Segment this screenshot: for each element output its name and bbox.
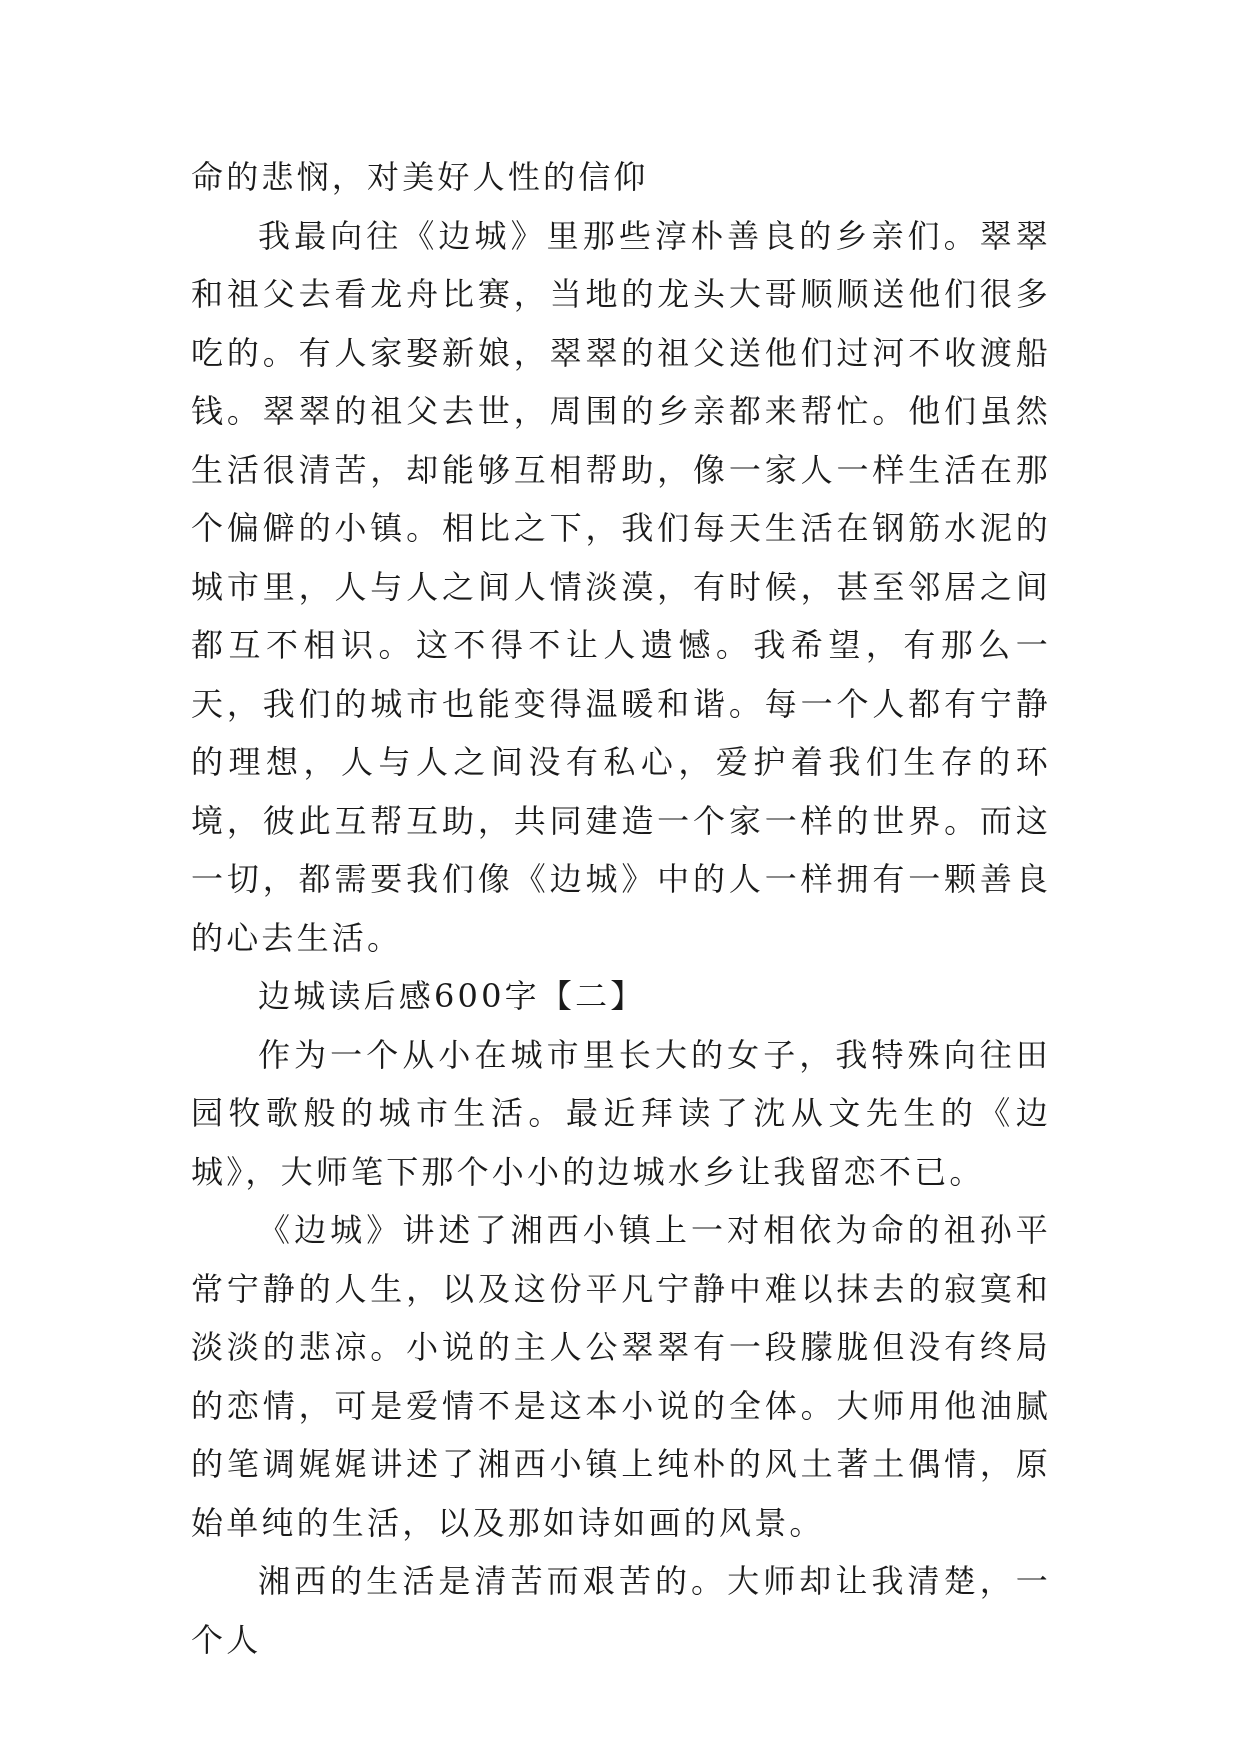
paragraph-villagers: 我最向往《边城》里那些淳朴善良的乡亲们。翠翠和祖父去看龙舟比赛，当地的龙头大哥顺顺送他们很多吃的。有人家娶新娘，翠翠的祖父送他们过河不收渡船钱。翠翠的祖父去世，周围的乡亲都来帮忙。他们虽然生活很清苦，却能够互相帮助，像一家人一样生活在那个偏僻的小镇。相比之下，我们每天生活在钢筋水泥的城市里，人与人之间人情淡漠，有时候，甚至邻居之间都互不相识。这不得不让人遗憾。我希望，有那么一天，我们的城市也能变得温暖和谐。每一个人都有宁静的理想，人与人之间没有私心，爱护着我们生存的环境，彼此互帮互助，共同建造一个家一样的世界。而这一切，都需要我们像《边城》中的人一样拥有一颗善良的心去生活。 [191, 216, 1051, 957]
section-heading: 边城读后感600字【二】 [258, 977, 646, 1015]
paragraph-xiangxi-life: 湘西的生活是清苦而艰苦的。大师却让我清楚，一个人 [191, 1562, 1051, 1659]
paragraph-intro: 作为一个从小在城市里长大的女子，我特殊向往田园牧歌般的城市生活。最近拜读了沈从文先生的《边城》，大师笔下那个小小的边城水乡让我留恋不已。 [191, 1035, 1051, 1191]
paragraph-continuation: 命的悲悯，对美好人性的信仰 [191, 158, 649, 196]
paragraph-summary: 《边城》讲述了湘西小镇上一对相依为命的祖孙平常宁静的人生，以及这份平凡宁静中难以抹去的寂寞和淡淡的悲凉。小说的主人公翠翠有一段朦胧但没有终局的恋情，可是爱情不是这本小说的全体。大师用他油腻的笔调娓娓讲述了湘西小镇上纯朴的风土著土偶情，原始单纯的生活，以及那如诗如画的风景。 [191, 1211, 1051, 1542]
document-body [191, 148, 1051, 1669]
